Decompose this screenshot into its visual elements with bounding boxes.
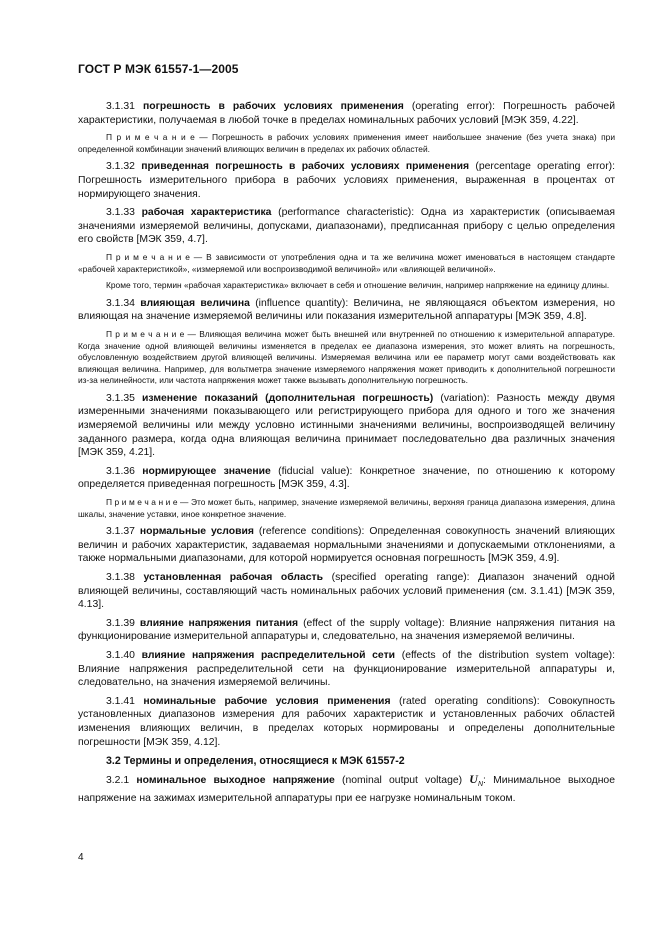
term-title: нормальные условия bbox=[139, 526, 254, 538]
term-title: влияние напряжения распределительной сети bbox=[141, 649, 396, 661]
note-3-1-36 bbox=[78, 497, 615, 520]
note-label: П р и м е ч а н и е — bbox=[106, 497, 189, 508]
symbol-subscript: N bbox=[477, 781, 484, 789]
note-label: П р и м е ч а н и е — bbox=[106, 251, 203, 262]
note-label: П р и м е ч а н и е — bbox=[106, 328, 196, 339]
term-3-1-40 bbox=[78, 649, 615, 690]
term-definition: (reference conditions): Определенная совокупность значений влияющих величин и рабочих характеристик, задаваемая нормальными значениями и допускаемыми отклонениями, а также нормальными диапазонами, для которой нормируется основная погрешность [МЭК 359, 4.9]. bbox=[78, 526, 615, 565]
clause-number: 3.1.34 bbox=[106, 297, 135, 309]
note-text: Погрешность в рабочих условиях применения имеет наибольшее значение (без учета знака) при определенной комбинации значений влияющих величин в пределах их рабочих областей. bbox=[78, 132, 615, 154]
term-definition: (fiducial value): Конкретное значение, по отношению к которому определяется приведенная погрешность [МЭК 359, 4.3]. bbox=[78, 465, 615, 491]
term-definition: (performance characteristic): Одна из характеристик (описываемая значениями измеряемой величины, допусками, диапазонами), предписанная прибору с целью определения его свойств [МЭК 359, 4.7]. bbox=[78, 207, 616, 246]
section-number: 3.2 bbox=[106, 755, 121, 768]
section-title: Термины и определения, относящиеся к МЭК 61557-2 bbox=[123, 755, 405, 768]
note-label: П р и м е ч а н и е — bbox=[106, 132, 208, 143]
symbol-u: U bbox=[469, 772, 478, 787]
term-3-1-41 bbox=[78, 695, 615, 749]
term-definition: (influence quantity): Величина, не являющаяся объектом измерения, но влияющая на значение измеряемой величины или показания измерительной аппаратуры [МЭК 359, 4.8]. bbox=[78, 297, 616, 323]
term-3-1-37 bbox=[78, 525, 615, 566]
term-title: рабочая характеристика bbox=[141, 207, 272, 219]
term-title: влияющая величина bbox=[140, 297, 250, 309]
document-header: ГОСТ Р МЭК 61557-1—2005 bbox=[78, 62, 239, 76]
term-definition: (percentage operating error): Погрешность измерительного прибора в рабочих условиях применения, выраженная в процентах от нормирующего значения. bbox=[78, 161, 616, 200]
term-3-1-35 bbox=[78, 392, 615, 460]
clause-number: 3.1.37 bbox=[106, 526, 135, 538]
term-definition: (variation): Разность между двумя измеренными значениями показывающего или регистрирующего прибора для одного и того же значения измеряемой величины или между условно истинными значениями величины, воспроизводящей величину заданного размера, когда одна влияющая величина принимает последовательно два различных значения [МЭК 359, 4.21]. bbox=[78, 392, 615, 459]
clause-number: 3.2.1 bbox=[106, 775, 130, 787]
clause-number: 3.1.38 bbox=[106, 572, 135, 583]
page-number: 4 bbox=[78, 852, 84, 863]
term-3-1-36 bbox=[78, 465, 615, 492]
clause-number: 3.1.36 bbox=[106, 465, 135, 477]
note-text: Влияющая величина может быть внешней или внутренней по отношению к измерительной аппаратуре. Когда значение одной влияющей величины изменяется в пределах ее диапазона измерения, это может влиять на погрешность, обусловленную воздействием другой влияющей величины. Измеряемая величина или ее параметр могут сами воздействовать как влияющая величина. Например, для вольтметра значение измеряемого напряжения может приводить к дополнительной погрешности из-за нелинейности, или частота напряжения может также вызывать дополнительную погрешность. bbox=[78, 328, 615, 386]
term-definition: (effect of the supply voltage): Влияние напряжения питания на функционирование измерительной аппаратуры и, следовательно, на значения измеряемой величины. bbox=[78, 617, 616, 643]
term-title: влияние напряжения питания bbox=[139, 617, 299, 629]
term-3-1-34 bbox=[78, 297, 615, 324]
clause-number: 3.1.39 bbox=[106, 617, 135, 629]
note-3-1-33 bbox=[78, 252, 615, 275]
note-text: В зависимости от употребления одна и та же величина может именоваться в настоящем стандарте «рабочей характеристикой», «измеряемой или воспроизводимой величиной» или «влияющей величиной». bbox=[78, 251, 615, 274]
note-3-1-34 bbox=[78, 329, 615, 387]
term-title: погрешность в рабочих условиях применения bbox=[142, 101, 404, 112]
term-definition: (effects of the distribution system voltage): Влияние напряжения распределительной сети на функционирование измерительной аппаратуры и, следовательно, на значения измеряемой величины. bbox=[78, 649, 616, 689]
term-3-1-31 bbox=[78, 100, 615, 127]
term-title: номинальное выходное напряжение bbox=[136, 775, 335, 787]
term-3-1-33 bbox=[78, 206, 615, 247]
term-definition: (specified operating range): Диапазон значений одной влияющей величины, составляющий часть номинальных рабочих условий применения (см. 3.1.41) [МЭК 359, 4.13]. bbox=[78, 572, 615, 611]
term-3-1-32 bbox=[78, 160, 615, 201]
section-3-2-heading bbox=[78, 754, 615, 768]
clause-number: 3.1.33 bbox=[106, 207, 135, 219]
note-3-1-33-cont: Кроме того, термин «рабочая характеристика» включает в себя и отношение величин, например напряжение на единицу длины. bbox=[106, 280, 610, 291]
term-definition: (operating error): Погрешность рабочей характеристики, получаемая в любой точке в пределах номинальных рабочих условий [МЭК 359, 4.22]. bbox=[78, 101, 616, 126]
term-definition: (rated operating conditions): Совокупность установленных диапазонов измерения для рабочих характеристик и установленных рабочих областей изменения влияющих величин, в пределах которых нормированы и определены дополнительные погрешности [МЭК 359, 4.12]. bbox=[78, 695, 616, 748]
note-text: Это может быть, например, значение измеряемой величины, верхняя граница диапазона измерения, длина шкалы, значение уставки, иное конкретное значение. bbox=[78, 497, 615, 519]
clause-number: 3.1.40 bbox=[106, 649, 135, 661]
note-3-1-31 bbox=[78, 132, 615, 155]
clause-number: 3.1.32 bbox=[106, 161, 135, 173]
clause-number: 3.1.31 bbox=[106, 101, 135, 112]
term-definition: : Минимальное выходное напряжение на зажимах измерительной аппаратуры при ее нагрузке номинальным током. bbox=[78, 775, 615, 804]
term-title: приведенная погрешность в рабочих условиях применения bbox=[141, 161, 470, 173]
term-english: (nominal output voltage) bbox=[341, 775, 463, 787]
term-title: изменение показаний (дополнительная погрешность) bbox=[142, 392, 434, 404]
term-title: нормирующее значение bbox=[142, 465, 271, 477]
term-3-1-38 bbox=[78, 571, 615, 612]
term-title: установленная рабочая область bbox=[143, 572, 324, 583]
term-title: номинальные рабочие условия применения bbox=[143, 695, 391, 707]
clause-number: 3.1.41 bbox=[106, 695, 135, 707]
term-3-1-39 bbox=[78, 617, 615, 644]
clause-number: 3.1.35 bbox=[106, 392, 135, 404]
term-3-2-1 bbox=[78, 773, 615, 805]
